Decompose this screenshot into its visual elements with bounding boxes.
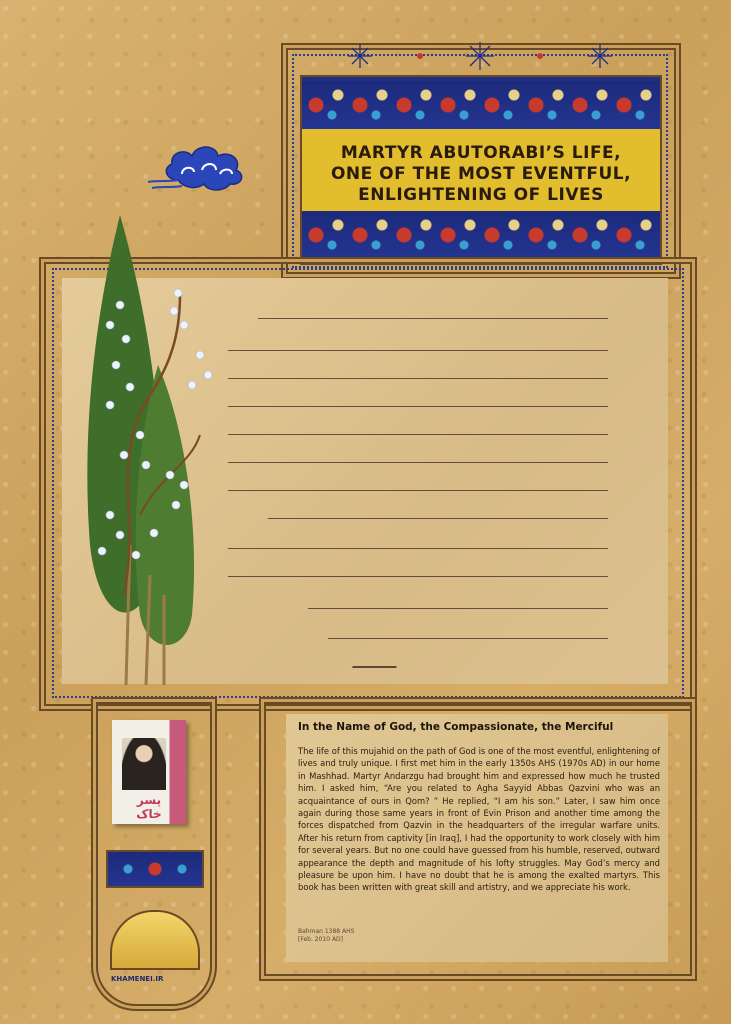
handwriting-line [228, 576, 608, 577]
site-logo: KHAMENEI.IR [111, 975, 164, 983]
book-portrait [122, 738, 166, 790]
handwriting-line [228, 548, 608, 549]
title-banner [300, 75, 662, 265]
book-title: پسر خاک [136, 793, 162, 821]
handwriting-line [258, 318, 608, 319]
date-line-2: [Feb. 2010 AD] [298, 936, 344, 943]
handwriting-line [328, 638, 608, 639]
star-ornaments [330, 38, 630, 74]
title-line-1: MARTYR ABUTORABI’S LIFE, [340, 143, 622, 163]
handwriting-line [228, 490, 608, 491]
handwriting-line [308, 608, 608, 609]
handwriting-line [228, 406, 608, 407]
handwriting-line [228, 378, 608, 379]
book-tile [106, 850, 204, 888]
page-title [302, 143, 660, 206]
title-tile-bottom [302, 211, 660, 259]
handwriting-line [228, 350, 608, 351]
date-line-1: Bahman 1388 AHS [298, 928, 355, 935]
cloud-icon [148, 140, 252, 200]
handwriting-line [228, 462, 608, 463]
handwriting-line [268, 518, 608, 519]
title-tile-top [302, 81, 660, 129]
signature [352, 652, 402, 668]
body-heading: In the Name of God, the Compassionate, the Merciful [298, 721, 614, 733]
body-text: The life of this mujahid on the path of God is one of the most eventful, enlightening of lives and truly unique. I first met him in the early 1350s AHS (1970s AD) in our home in Mashhad. Martyr Andarzgu had brought him and expressed how much he trusted him. I asked him, “Are you related to Agha Sayyid Abbas Qazvini who was an acquaintance of ours in Qom? ” He replied, “I am his son.” Later, I saw him once again during those same years in front of Evin Prison and another time among the forces dispatched from Qazvin in the headquarters of the irregular warfare units. After his return from captivity [in Iraq], I had the opportunity to work closely with him for several years. But no one could have guessed from his humble, reserved, outward appearance the depth and magnitude of his lofty struggles. May God’s mercy and pleasure be upon him. I have no doubt that he is among the exalted martyrs. This book has been written with great skill and artistry, and we appreciate his work. [298, 746, 660, 893]
cypress-tree [80, 215, 220, 685]
handwriting-line [228, 434, 608, 435]
title-line-3: ENLIGHTENING OF LIVES [358, 185, 604, 205]
title-line-2: ONE OF THE MOST EVENTFUL, [330, 164, 632, 184]
